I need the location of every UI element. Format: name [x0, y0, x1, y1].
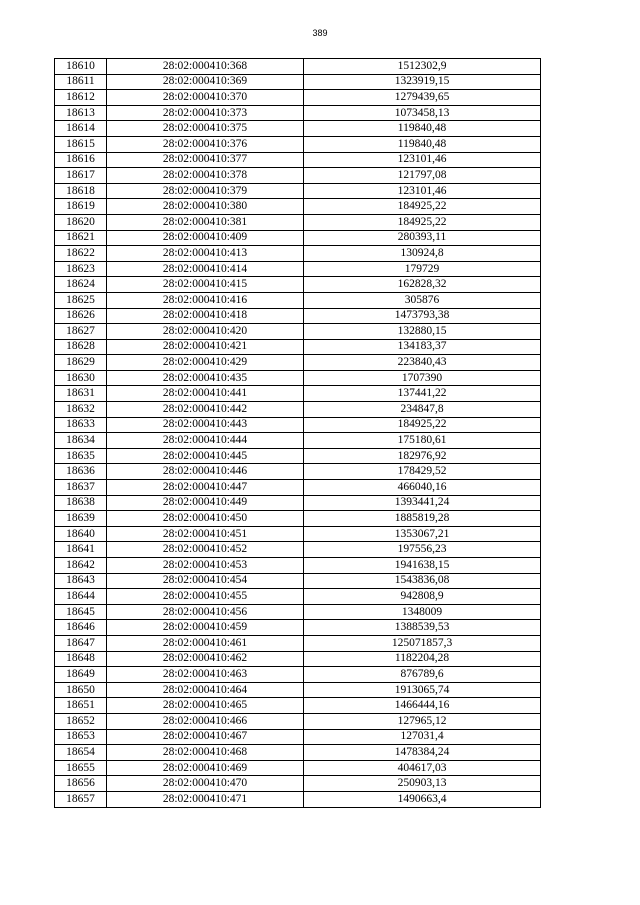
value-cell: 179729	[304, 261, 541, 277]
table-row	[55, 277, 541, 293]
row-index-cell: 18619	[55, 199, 107, 215]
row-index-cell: 18621	[55, 230, 107, 246]
cadastral-number-cell: 28:02:000410:465	[107, 698, 304, 714]
cadastral-number-cell: 28:02:000410:443	[107, 417, 304, 433]
cadastral-number-cell: 28:02:000410:470	[107, 776, 304, 792]
value-cell: 1348009	[304, 604, 541, 620]
table-row	[55, 105, 541, 121]
value-cell: 119840,48	[304, 136, 541, 152]
value-cell: 1941638,15	[304, 558, 541, 574]
table-row	[55, 573, 541, 589]
row-index-cell: 18642	[55, 558, 107, 574]
row-index-cell: 18613	[55, 105, 107, 121]
value-cell: 123101,46	[304, 183, 541, 199]
row-index-cell: 18629	[55, 355, 107, 371]
row-index-cell: 18622	[55, 246, 107, 262]
row-index-cell: 18641	[55, 542, 107, 558]
table-row	[55, 667, 541, 683]
value-cell: 1388539,53	[304, 620, 541, 636]
row-index-cell: 18626	[55, 308, 107, 324]
row-index-cell: 18644	[55, 589, 107, 605]
cadastral-number-cell: 28:02:000410:464	[107, 682, 304, 698]
row-index-cell: 18655	[55, 760, 107, 776]
cadastral-number-cell: 28:02:000410:418	[107, 308, 304, 324]
row-index-cell: 18620	[55, 214, 107, 230]
table-row	[55, 417, 541, 433]
table-row	[55, 261, 541, 277]
value-cell: 1073458,13	[304, 105, 541, 121]
cadastral-number-cell: 28:02:000410:444	[107, 433, 304, 449]
value-cell: 466040,16	[304, 480, 541, 496]
cadastral-number-cell: 28:02:000410:461	[107, 635, 304, 651]
value-cell: 1279439,65	[304, 90, 541, 106]
cadastral-number-cell: 28:02:000410:471	[107, 791, 304, 807]
value-cell: 184925,22	[304, 417, 541, 433]
row-index-cell: 18648	[55, 651, 107, 667]
value-cell: 184925,22	[304, 214, 541, 230]
value-cell: 1512302,9	[304, 59, 541, 75]
value-cell: 1473793,38	[304, 308, 541, 324]
table-row	[55, 74, 541, 90]
table-row	[55, 168, 541, 184]
row-index-cell: 18624	[55, 277, 107, 293]
table-row	[55, 558, 541, 574]
cadastral-number-cell: 28:02:000410:379	[107, 183, 304, 199]
value-cell: 280393,11	[304, 230, 541, 246]
value-cell: 1885819,28	[304, 511, 541, 527]
cadastral-number-cell: 28:02:000410:416	[107, 292, 304, 308]
table-row	[55, 183, 541, 199]
value-cell: 127965,12	[304, 713, 541, 729]
cadastral-number-cell: 28:02:000410:459	[107, 620, 304, 636]
value-cell: 184925,22	[304, 199, 541, 215]
table-row	[55, 760, 541, 776]
table-row	[55, 713, 541, 729]
value-cell: 127031,4	[304, 729, 541, 745]
row-index-cell: 18636	[55, 464, 107, 480]
cadastral-number-cell: 28:02:000410:447	[107, 480, 304, 496]
value-cell: 137441,22	[304, 386, 541, 402]
row-index-cell: 18637	[55, 480, 107, 496]
cadastral-number-cell: 28:02:000410:462	[107, 651, 304, 667]
value-cell: 178429,52	[304, 464, 541, 480]
cadastral-number-cell: 28:02:000410:466	[107, 713, 304, 729]
cadastral-number-cell: 28:02:000410:370	[107, 90, 304, 106]
table-row	[55, 480, 541, 496]
row-index-cell: 18627	[55, 324, 107, 340]
cadastral-number-cell: 28:02:000410:451	[107, 526, 304, 542]
table-row	[55, 776, 541, 792]
table-row	[55, 386, 541, 402]
cadastral-number-cell: 28:02:000410:409	[107, 230, 304, 246]
table-row	[55, 589, 541, 605]
row-index-cell: 18651	[55, 698, 107, 714]
row-index-cell: 18652	[55, 713, 107, 729]
cadastral-number-cell: 28:02:000410:455	[107, 589, 304, 605]
table-row	[55, 464, 541, 480]
table-row	[55, 339, 541, 355]
row-index-cell: 18643	[55, 573, 107, 589]
row-index-cell: 18653	[55, 729, 107, 745]
table-row	[55, 526, 541, 542]
cadastral-number-cell: 28:02:000410:380	[107, 199, 304, 215]
value-cell: 1393441,24	[304, 495, 541, 511]
cadastral-number-cell: 28:02:000410:467	[107, 729, 304, 745]
table-row	[55, 635, 541, 651]
table-row	[55, 682, 541, 698]
row-index-cell: 18612	[55, 90, 107, 106]
row-index-cell: 18611	[55, 74, 107, 90]
cadastral-number-cell: 28:02:000410:376	[107, 136, 304, 152]
value-cell: 1543836,08	[304, 573, 541, 589]
value-cell: 250903,13	[304, 776, 541, 792]
table-row	[55, 136, 541, 152]
row-index-cell: 18640	[55, 526, 107, 542]
value-cell: 305876	[304, 292, 541, 308]
cadastral-number-cell: 28:02:000410:420	[107, 324, 304, 340]
value-cell: 130924,8	[304, 246, 541, 262]
table-row	[55, 511, 541, 527]
cadastral-number-cell: 28:02:000410:441	[107, 386, 304, 402]
value-cell: 404617,03	[304, 760, 541, 776]
cadastral-number-cell: 28:02:000410:442	[107, 402, 304, 418]
value-cell: 121797,08	[304, 168, 541, 184]
row-index-cell: 18623	[55, 261, 107, 277]
cadastral-number-cell: 28:02:000410:375	[107, 121, 304, 137]
value-cell: 125071857,3	[304, 635, 541, 651]
cadastral-number-cell: 28:02:000410:377	[107, 152, 304, 168]
cadastral-number-cell: 28:02:000410:463	[107, 667, 304, 683]
value-cell: 234847,8	[304, 402, 541, 418]
table-row	[55, 324, 541, 340]
row-index-cell: 18630	[55, 370, 107, 386]
row-index-cell: 18610	[55, 59, 107, 75]
cadastral-number-cell: 28:02:000410:435	[107, 370, 304, 386]
table-row	[55, 495, 541, 511]
cadastral-number-cell: 28:02:000410:429	[107, 355, 304, 371]
row-index-cell: 18657	[55, 791, 107, 807]
value-cell: 1323919,15	[304, 74, 541, 90]
row-index-cell: 18625	[55, 292, 107, 308]
table-row	[55, 292, 541, 308]
cadastral-number-cell: 28:02:000410:450	[107, 511, 304, 527]
value-cell: 223840,43	[304, 355, 541, 371]
value-cell: 1490663,4	[304, 791, 541, 807]
row-index-cell: 18639	[55, 511, 107, 527]
cadastral-number-cell: 28:02:000410:468	[107, 745, 304, 761]
row-index-cell: 18616	[55, 152, 107, 168]
value-cell: 134183,37	[304, 339, 541, 355]
cadastral-number-cell: 28:02:000410:449	[107, 495, 304, 511]
cadastral-number-cell: 28:02:000410:456	[107, 604, 304, 620]
value-cell: 175180,61	[304, 433, 541, 449]
value-cell: 182976,92	[304, 448, 541, 464]
table-row	[55, 604, 541, 620]
value-cell: 876789,6	[304, 667, 541, 683]
row-index-cell: 18646	[55, 620, 107, 636]
cadastral-number-cell: 28:02:000410:446	[107, 464, 304, 480]
table-body	[55, 59, 541, 808]
value-cell: 119840,48	[304, 121, 541, 137]
value-cell: 132880,15	[304, 324, 541, 340]
value-cell: 123101,46	[304, 152, 541, 168]
row-index-cell: 18638	[55, 495, 107, 511]
cadastral-number-cell: 28:02:000410:381	[107, 214, 304, 230]
row-index-cell: 18632	[55, 402, 107, 418]
cadastral-number-cell: 28:02:000410:373	[107, 105, 304, 121]
cadastral-number-cell: 28:02:000410:452	[107, 542, 304, 558]
value-cell: 1478384,24	[304, 745, 541, 761]
table-row	[55, 620, 541, 636]
row-index-cell: 18634	[55, 433, 107, 449]
table-row	[55, 308, 541, 324]
cadastral-number-cell: 28:02:000410:453	[107, 558, 304, 574]
cadastral-number-cell: 28:02:000410:368	[107, 59, 304, 75]
value-cell: 1913065,74	[304, 682, 541, 698]
cadastral-number-cell: 28:02:000410:414	[107, 261, 304, 277]
row-index-cell: 18635	[55, 448, 107, 464]
table-row	[55, 152, 541, 168]
table-row	[55, 729, 541, 745]
table-row	[55, 230, 541, 246]
cadastral-number-cell: 28:02:000410:445	[107, 448, 304, 464]
cadastral-number-cell: 28:02:000410:421	[107, 339, 304, 355]
value-cell: 1353067,21	[304, 526, 541, 542]
table-row	[55, 90, 541, 106]
table-row	[55, 355, 541, 371]
cadastral-number-cell: 28:02:000410:454	[107, 573, 304, 589]
table-row	[55, 121, 541, 137]
row-index-cell: 18628	[55, 339, 107, 355]
value-cell: 197556,23	[304, 542, 541, 558]
table-row	[55, 199, 541, 215]
cadastral-number-cell: 28:02:000410:378	[107, 168, 304, 184]
table-row	[55, 59, 541, 75]
table-row	[55, 246, 541, 262]
value-cell: 942808,9	[304, 589, 541, 605]
row-index-cell: 18654	[55, 745, 107, 761]
cadastral-number-cell: 28:02:000410:369	[107, 74, 304, 90]
cadastral-number-cell: 28:02:000410:415	[107, 277, 304, 293]
table-row	[55, 745, 541, 761]
row-index-cell: 18633	[55, 417, 107, 433]
row-index-cell: 18647	[55, 635, 107, 651]
cadastral-number-cell: 28:02:000410:469	[107, 760, 304, 776]
value-cell: 1182204,28	[304, 651, 541, 667]
value-cell: 1707390	[304, 370, 541, 386]
row-index-cell: 18614	[55, 121, 107, 137]
table-row	[55, 791, 541, 807]
page-number: 389	[312, 28, 328, 38]
row-index-cell: 18615	[55, 136, 107, 152]
row-index-cell: 18645	[55, 604, 107, 620]
table-row	[55, 370, 541, 386]
table-row	[55, 214, 541, 230]
row-index-cell: 18656	[55, 776, 107, 792]
table-row	[55, 448, 541, 464]
row-index-cell: 18650	[55, 682, 107, 698]
table-row	[55, 402, 541, 418]
table-row	[55, 542, 541, 558]
table-row	[55, 698, 541, 714]
row-index-cell: 18631	[55, 386, 107, 402]
value-cell: 1466444,16	[304, 698, 541, 714]
row-index-cell: 18617	[55, 168, 107, 184]
value-cell: 162828,32	[304, 277, 541, 293]
table-row	[55, 433, 541, 449]
cadastral-number-cell: 28:02:000410:413	[107, 246, 304, 262]
cadastral-value-table	[54, 58, 541, 808]
row-index-cell: 18618	[55, 183, 107, 199]
row-index-cell: 18649	[55, 667, 107, 683]
table-row	[55, 651, 541, 667]
